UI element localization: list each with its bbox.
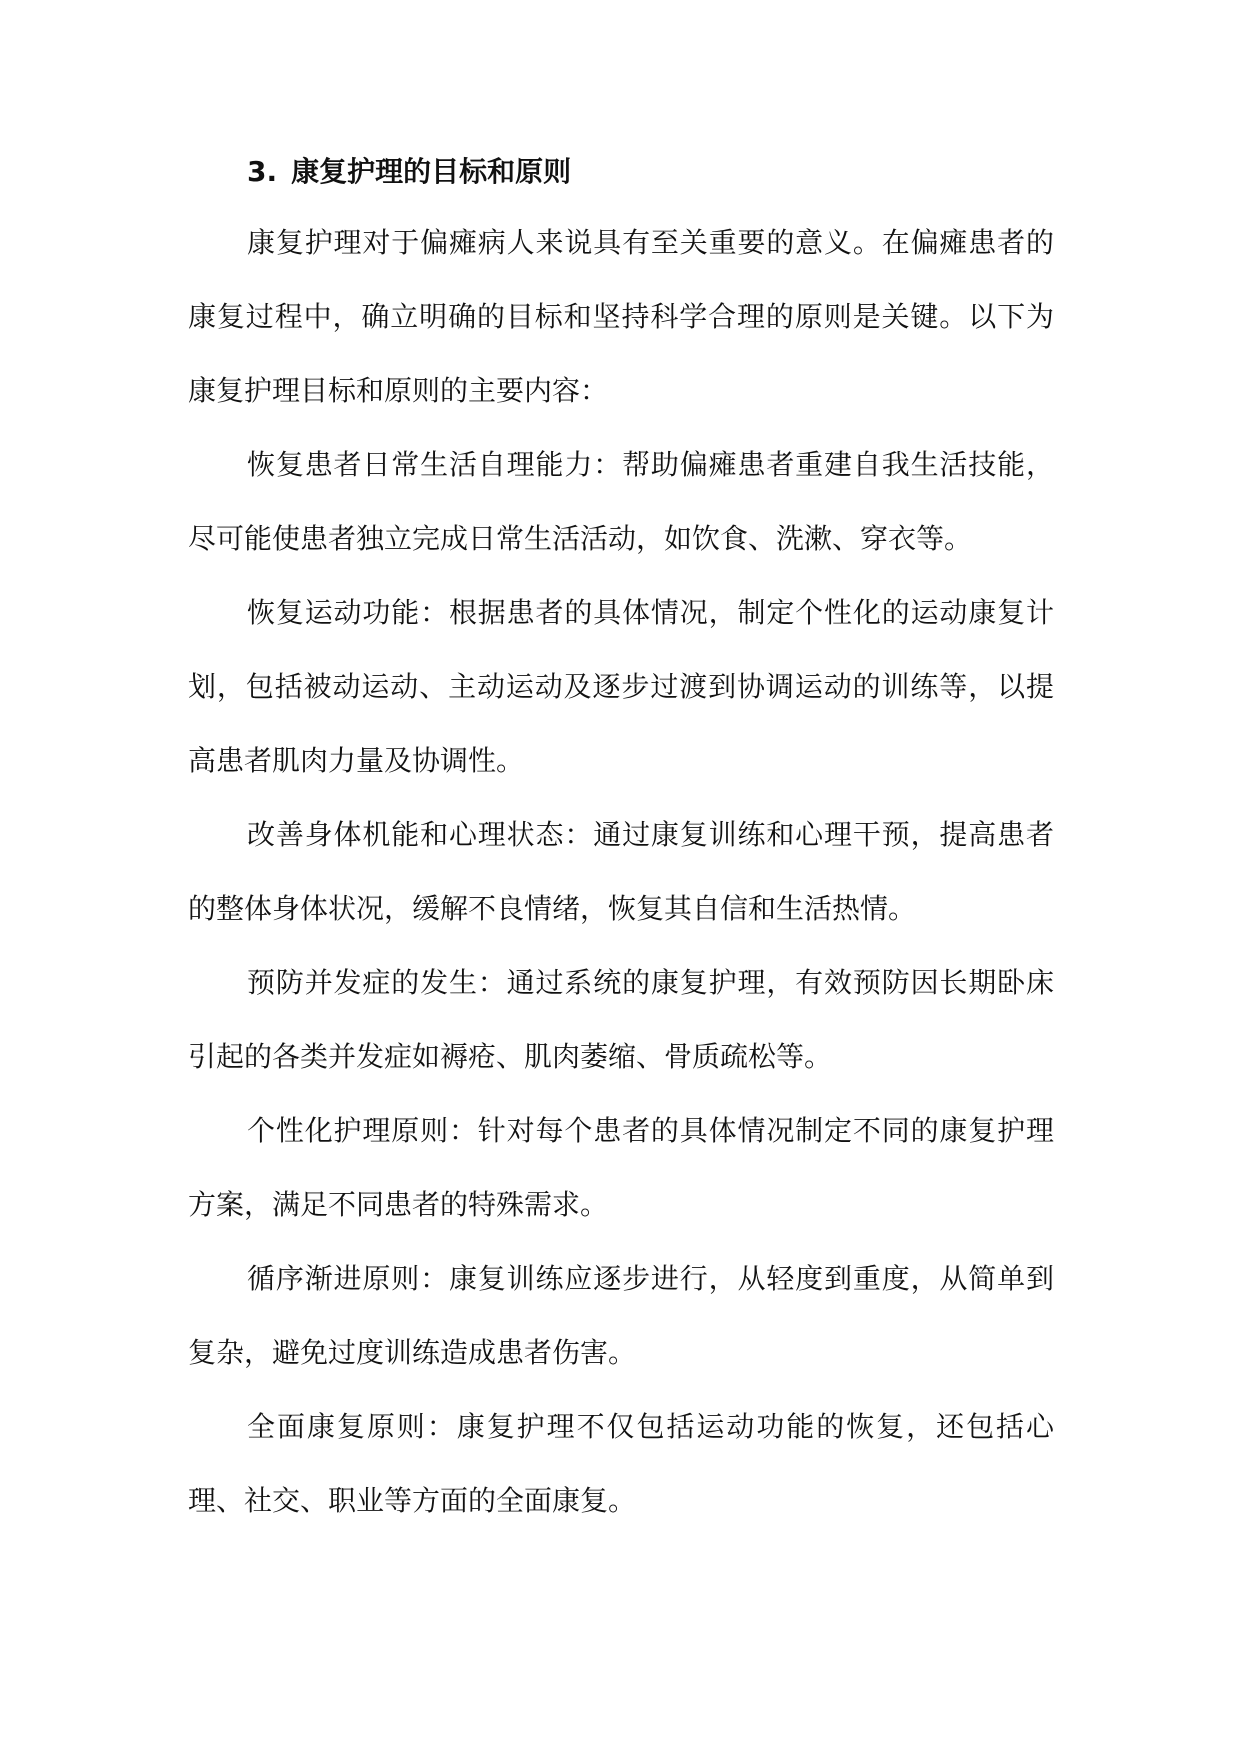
paragraph-physical-mental: 改善身体机能和心理状态：通过康复训练和心理干预，提高患者的整体身体状况，缓解不良情绪，恢复其自信和生活热情。 [188,818,1054,925]
document-body [188,138,1054,1538]
paragraph-gradual: 循序渐进原则：康复训练应逐步进行，从轻度到重度，从简单到复杂，避免过度训练造成患者伤害。 [188,1262,1054,1369]
paragraph-individualized: 个性化护理原则：针对每个患者的具体情况制定不同的康复护理方案，满足不同患者的特殊需求。 [188,1114,1054,1221]
paragraph-motor-function: 恢复运动功能：根据患者的具体情况，制定个性化的运动康复计划，包括被动运动、主动运动及逐步过渡到协调运动的训练等，以提高患者肌肉力量及协调性。 [188,596,1054,777]
paragraph-complications: 预防并发症的发生：通过系统的康复护理，有效预防因长期卧床引起的各类并发症如褥疮、肌肉萎缩、骨质疏松等。 [188,966,1054,1073]
section-heading [247,138,1054,206]
paragraph-daily-living: 恢复患者日常生活自理能力：帮助偏瘫患者重建自我生活技能，尽可能使患者独立完成日常生活活动，如饮食、洗漱、穿衣等。 [188,448,1054,555]
section-title: 康复护理的目标和原则 [291,155,572,188]
paragraph-intro: 康复护理对于偏瘫病人来说具有至关重要的意义。在偏瘫患者的康复过程中，确立明确的目标和坚持科学合理的原则是关键。以下为康复护理目标和原则的主要内容： [188,226,1054,407]
paragraph-comprehensive: 全面康复原则：康复护理不仅包括运动功能的恢复，还包括心理、社交、职业等方面的全面康复。 [188,1410,1054,1517]
section-number: 3. [247,155,278,188]
